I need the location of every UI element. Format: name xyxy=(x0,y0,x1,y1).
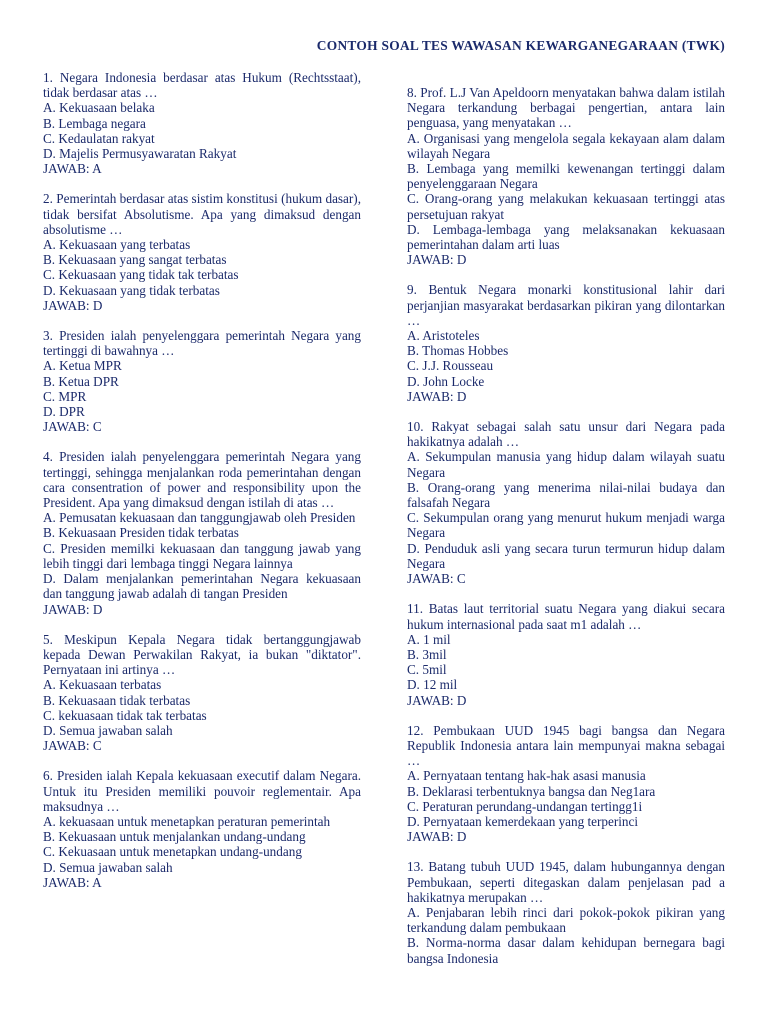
question-12 xyxy=(407,723,725,845)
option-c: C. 5mil xyxy=(407,662,447,678)
answer-key: JAWAB: C xyxy=(407,571,466,587)
option-c: C. Kekuasaan yang tidak tak terbatas xyxy=(43,267,239,283)
option-d: D. Semua jawaban salah xyxy=(43,722,173,738)
question-1 xyxy=(43,70,361,176)
option-b: B. Ketua DPR xyxy=(43,373,119,389)
answer-key: JAWAB: C xyxy=(43,419,102,435)
option-c: C. Orang-orang yang melakukan kekuasaan tertinggi atas persetujuan rakyat xyxy=(407,191,725,222)
question-stem: 10. Rakyat sebagai salah satu unsur dari Negara pada hakikatnya adalah … xyxy=(407,419,725,450)
option-d: D. Penduduk asli yang secara turun termurun hidup dalam Negara xyxy=(407,540,725,571)
question-stem: 9. Bentuk Negara monarki konstitusional lahir dari perjanjian masyarakat berdasarkan pikiran yang dilontarkan … xyxy=(407,282,725,328)
option-c: C. Kedaulatan rakyat xyxy=(43,130,155,146)
question-2 xyxy=(43,191,361,313)
question-9 xyxy=(407,282,725,404)
option-a: A. Aristoteles xyxy=(407,328,480,344)
option-d: D. 12 mil xyxy=(407,677,458,693)
option-a: A. Kekuasaan yang terbatas xyxy=(43,237,191,253)
option-b: B. Lembaga yang memilki kewenangan tertinggi dalam penyelenggaraan Negara xyxy=(407,161,725,192)
option-b: B. Norma-norma dasar dalam kehidupan bernegara bagi bangsa Indonesia xyxy=(407,935,725,966)
option-a: A. Pemusatan kekuasaan dan tanggungjawab oleh Presiden xyxy=(43,510,356,526)
option-b: B. Thomas Hobbes xyxy=(407,343,509,359)
answer-key: JAWAB: A xyxy=(43,161,102,177)
left-column xyxy=(43,70,361,905)
answer-key: JAWAB: D xyxy=(407,829,467,845)
option-d: D. Semua jawaban salah xyxy=(43,859,173,875)
answer-key: JAWAB: D xyxy=(43,297,103,313)
option-d: D. Dalam menjalankan pemerintahan Negara kekuasaan dan tanggung jawab adalah di tangan Presiden xyxy=(43,571,361,602)
question-stem: 13. Batang tubuh UUD 1945, dalam hubungannya dengan Pembukaan, seperti ditegaskan dalam penjelasan pad a hakikatnya merupakan … xyxy=(407,859,725,905)
option-b: B. Deklarasi terbentuknya bangsa dan Neg1ara xyxy=(407,783,656,799)
answer-key: JAWAB: D xyxy=(43,601,103,617)
question-stem: 1. Negara Indonesia berdasar atas Hukum (Rechtsstaat), tidak berdasar atas … xyxy=(43,70,361,101)
question-8 xyxy=(407,85,725,267)
answer-key: JAWAB: D xyxy=(407,692,467,708)
question-stem: 3. Presiden ialah penyelenggara pemerintah Negara yang tertinggi di bawahnya … xyxy=(43,328,361,359)
option-b: B. Lembaga negara xyxy=(43,115,146,131)
option-d: D. John Locke xyxy=(407,373,485,389)
option-d: D. Kekuasaan yang tidak terbatas xyxy=(43,282,220,298)
question-6 xyxy=(43,768,361,890)
answer-key: JAWAB: A xyxy=(43,874,102,890)
right-column xyxy=(407,70,725,981)
question-stem: 4. Presiden ialah penyelenggara pemerintah Negara yang tertinggi, sehingga menjalankan roda pemerintahan dengan cara consentration of power and responsibility upon the President. Apa yang dimaksud dengan istilah di atas … xyxy=(43,449,361,511)
option-a: A. Penjabaran lebih rinci dari pokok-pokok pikiran yang terkandung dalam pembukaan xyxy=(407,904,725,936)
page-title: CONTOH SOAL TES WAWASAN KEWARGANEGARAAN (TWK) xyxy=(316,38,725,53)
option-c: C. J.J. Rousseau xyxy=(407,358,494,374)
option-c: C. MPR xyxy=(43,388,87,404)
option-d: D. Majelis Permusyawaratan Rakyat xyxy=(43,146,237,162)
option-b: B. Kekuasaan untuk menjalankan undang-undang xyxy=(43,829,306,845)
option-d: D. Lembaga-lembaga yang melaksanakan kekuasaan pemerintahan dalam arti luas xyxy=(407,221,725,253)
option-c: C. kekuasaan tidak tak terbatas xyxy=(43,707,207,723)
question-stem: 12. Pembukaan UUD 1945 bagi bangsa dan Negara Republik Indonesia antara lain mempunyai makna sebagai … xyxy=(407,722,725,769)
option-d: D. DPR xyxy=(43,404,85,420)
option-a: A. Ketua MPR xyxy=(43,358,122,374)
option-b: B. Kekuasaan Presiden tidak terbatas xyxy=(43,525,239,541)
option-a: A. Pernyataan tentang hak-hak asasi manusia xyxy=(407,768,646,784)
answer-key: JAWAB: D xyxy=(407,252,467,268)
question-4 xyxy=(43,449,361,616)
question-stem: 11. Batas laut territorial suatu Negara yang diakui secara hukum internasional pada saat m1 adalah … xyxy=(407,601,725,632)
question-stem: 6. Presiden ialah Kepala kekuasaan executif dalam Negara. Untuk itu Presiden memiliki pouvoir reglementair. Apa maksudnya … xyxy=(43,768,361,814)
question-11 xyxy=(407,601,725,707)
option-a: A. Organisasi yang mengelola segala kekayaan alam dalam wilayah Negara xyxy=(407,130,725,161)
question-stem: 5. Meskipun Kepala Negara tidak bertanggungjawab kepada Dewan Perwakilan Rakyat, ia bukan "diktator". Pernyataan ini artinya … xyxy=(43,631,361,678)
option-b: B. Orang-orang yang menerima nilai-nilai budaya dan falsafah Negara xyxy=(407,479,725,511)
question-3 xyxy=(43,328,361,434)
answer-key: JAWAB: D xyxy=(407,388,467,404)
question-stem: 2. Pemerintah berdasar atas sistim konstitusi (hukum dasar), tidak bersifat Absolutisme. Apa yang dimaksud dengan absolutisme … xyxy=(43,191,361,237)
option-b: B. Kekuasaan tidak terbatas xyxy=(43,692,191,708)
option-a: A. 1 mil xyxy=(407,631,451,647)
question-13 xyxy=(407,859,725,965)
option-a: A. Kekuasaan belaka xyxy=(43,100,155,116)
option-c: C. Kekuasaan untuk menetapkan undang-undang xyxy=(43,844,302,860)
question-10 xyxy=(407,419,725,586)
option-d: D. Pernyataan kemerdekaan yang terperinci xyxy=(407,813,639,829)
option-a: A. Sekumpulan manusia yang hidup dalam wilayah suatu Negara xyxy=(407,449,725,480)
option-b: B. 3mil xyxy=(407,646,447,662)
option-a: A. Kekuasaan terbatas xyxy=(43,677,162,693)
option-a: A. kekuasaan untuk menetapkan peraturan pemerintah xyxy=(43,813,331,829)
option-c: C. Peraturan perundang-undangan tertingg1i xyxy=(407,798,643,814)
option-c: C. Sekumpulan orang yang menurut hukum menjadi warga Negara xyxy=(407,510,725,541)
answer-key: JAWAB: C xyxy=(43,738,102,754)
question-5 xyxy=(43,632,361,754)
option-b: B. Kekuasaan yang sangat terbatas xyxy=(43,252,227,268)
question-stem: 8. Prof. L.J Van Apeldoorn menyatakan bahwa dalam istilah Negara terkandung berbagai pengertian, antara lain penguasa, yang menyatakan … xyxy=(407,85,725,131)
option-c: C. Presiden memilki kekuasaan dan tanggung jawab yang lebih tinggi dari lembaga tinggi Negara lainnya xyxy=(43,540,361,571)
